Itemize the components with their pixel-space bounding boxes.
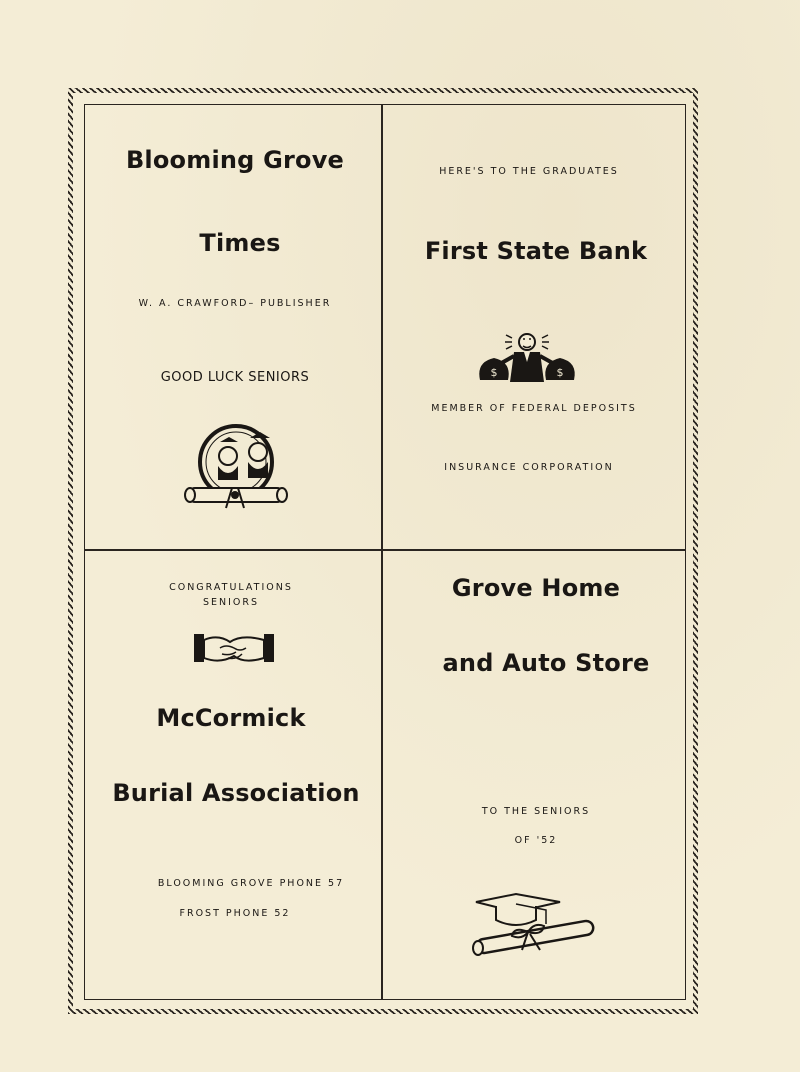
bank-member-line2: INSURANCE CORPORATION xyxy=(444,462,614,473)
bank-member-line1: MEMBER OF FEDERAL DEPOSITS xyxy=(431,403,637,414)
burial-greeting-line1: CONGRATULATIONS xyxy=(169,582,293,593)
times-name-line1: Blooming Grove xyxy=(125,146,345,174)
times-publisher: W. A. CRAWFORD– PUBLISHER xyxy=(138,298,332,309)
burial-phone-line1: BLOOMING GROVE PHONE 57 xyxy=(157,878,345,889)
svg-text:$: $ xyxy=(556,366,564,379)
burial-name-line2: Burial Association xyxy=(112,779,360,807)
horizontal-divider xyxy=(84,549,686,551)
burial-name-line1: McCormick xyxy=(156,704,306,732)
bank-tagline: HERE'S TO THE GRADUATES xyxy=(439,166,619,177)
times-name-line2: Times xyxy=(199,229,281,257)
store-name-line1: Grove Home xyxy=(451,574,621,602)
cap-diploma-icon xyxy=(468,888,598,960)
store-message-line1: TO THE SENIORS xyxy=(481,806,591,817)
times-message: GOOD LUCK SENIORS xyxy=(160,370,310,385)
svg-text:$: $ xyxy=(490,366,498,379)
bank-name: First State Bank xyxy=(424,237,648,265)
burial-phone-line2: FROST PHONE 52 xyxy=(179,908,291,919)
burial-greeting-line2: SENIORS xyxy=(202,597,260,608)
globe-graduates-icon xyxy=(180,422,292,514)
handshake-icon xyxy=(192,630,276,666)
store-name-line2: and Auto Store xyxy=(442,649,650,677)
banker-moneybags-icon xyxy=(474,330,580,384)
store-message-line2: OF '52 xyxy=(514,835,558,846)
